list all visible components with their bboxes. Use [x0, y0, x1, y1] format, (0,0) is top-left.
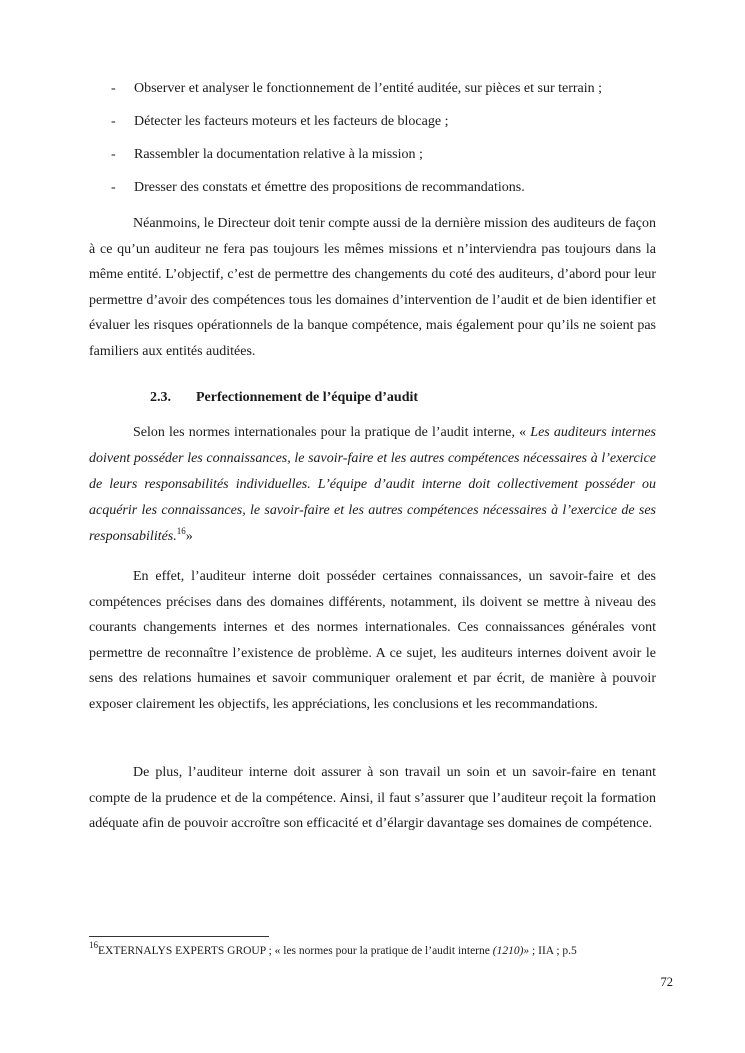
footnote-number: 16 — [89, 940, 98, 950]
bullet-text: Rassembler la documentation relative à la mission ; — [134, 147, 423, 162]
paragraph-international-standards — [89, 420, 656, 550]
list-item — [0, 72, 745, 105]
list-item — [0, 171, 745, 204]
footnote — [89, 941, 577, 961]
footnote-tail: ; IIA ; p.5 — [529, 945, 577, 957]
list-item — [0, 105, 745, 138]
section-heading — [150, 386, 418, 410]
quote-close: » — [185, 529, 193, 544]
bullet-marker: - — [111, 114, 116, 129]
list-item — [0, 138, 745, 171]
paragraph-lead: Selon les normes internationales pour la pratique de l’audit interne, « — [133, 425, 531, 440]
page-number: 72 — [660, 975, 673, 989]
bullet-marker: - — [111, 81, 116, 96]
bullet-text: Dresser des constats et émettre des propositions de recommandations. — [134, 180, 525, 195]
footnote-italic: (1210)» — [492, 945, 530, 957]
bullet-list — [0, 72, 745, 204]
standards-quote: Les auditeurs internes doivent posséder les connaissances, le savoir-faire et les autres compétences nécessaires à l’exercice de leurs responsabilités individuelles. L’équipe d’audit interne doit collectivement posséder ou acquérir les connaissances, le savoir-faire et les autres compétences nécessaires à l’exercice de ses responsabilités. — [89, 425, 656, 544]
paragraph-knowledge: En effet, l’auditeur interne doit posséder certaines connaissances, un savoir-faire et des compétences précises dans des domaines différents, notamment, ils doivent se mettre à niveau des courants changements internes et des normes internationales. Ces connaissances générales vont permettre de reconnaître l’existence de problème. A ce sujet, les auditeurs internes doivent avoir le sens des relations humaines et savoir communiquer oralement et par écrit, de manière à pouvoir exposer clairement les objectifs, les appréciations, les conclusions et les recommandations. — [89, 569, 656, 712]
bullet-text: Observer et analyser le fonctionnement de l’entité auditée, sur pièces et sur terrain ; — [134, 81, 603, 96]
footnote-text: EXTERNALYS EXPERTS GROUP ; « les normes pour la pratique de l’audit interne — [98, 945, 493, 957]
bullet-text: Détecter les facteurs moteurs et les facteurs de blocage ; — [134, 114, 449, 129]
section-number: 2.3. — [150, 390, 171, 405]
bullet-marker: - — [111, 147, 116, 162]
paragraph-due-care: De plus, l’auditeur interne doit assurer à son travail un soin et un savoir-faire en tenant compte de la prudence et de la compétence. Ainsi, il faut s’assurer que l’auditeur reçoit la formation adéquate afin de pouvoir accroître son efficacité et d’élargir davantage ses domaines de compétence. — [89, 765, 656, 832]
footnote-divider — [89, 936, 269, 937]
footnote-reference[interactable]: 16 — [176, 526, 186, 536]
paragraph-director-rotation: Néanmoins, le Directeur doit tenir compte aussi de la dernière mission des auditeurs de façon à ce qu’un auditeur ne fera pas toujours les mêmes missions et n’interviendra pas toujours dans la même entité. L’objectif, c’est de permettre des changements du coté des auditeurs, d’abord pour leur permettre d’avoir des compétences tous les domaines d’intervention de l’audit et de bien identifier et évaluer les risques opérationnels de la banque compétence, mais également pour qu’ils ne soient pas familiers aux entités auditées. — [89, 216, 656, 359]
section-title: Perfectionnement de l’équipe d’audit — [196, 390, 419, 405]
bullet-marker: - — [111, 180, 116, 195]
